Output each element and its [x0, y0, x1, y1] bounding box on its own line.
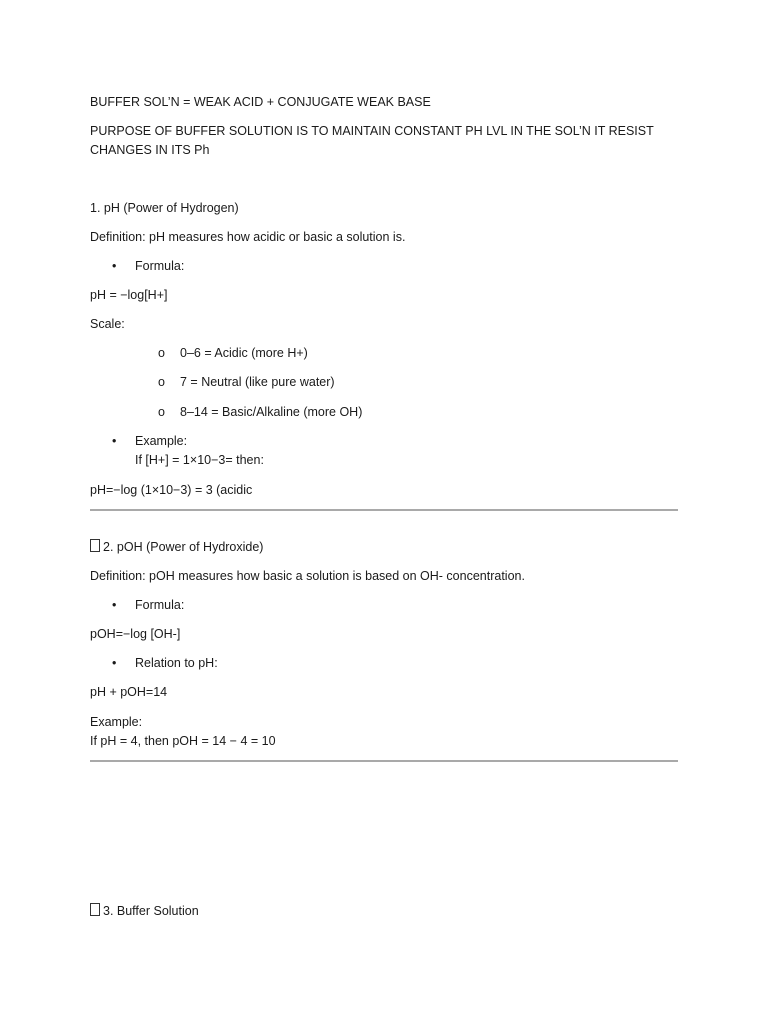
- missing-glyph-icon: [90, 539, 100, 552]
- poh-example-line: If pH = 4, then pOH = 14 − 4 = 10: [90, 734, 276, 748]
- relation-label: Relation to pH:: [135, 656, 218, 670]
- buffer-definition-line: BUFFER SOL’N = WEAK ACID + CONJUGATE WEAK BASE: [90, 95, 431, 109]
- scale-marker-icon: o: [158, 375, 165, 389]
- section-divider: [90, 760, 678, 762]
- buffer-purpose-paragraph: PURPOSE OF BUFFER SOLUTION IS TO MAINTAIN CONSTANT PH LVL IN THE SOL’N IT RESIST CHANGES IN ITS Ph: [90, 124, 654, 157]
- section-1-heading: 1. pH (Power of Hydrogen): [90, 201, 239, 215]
- poh-definition: Definition: pOH measures how basic a solution is based on OH- concentration.: [90, 569, 525, 583]
- ph-formula-label: Formula:: [135, 259, 185, 273]
- ph-formula: pH = −log[H+]: [90, 288, 168, 302]
- scale-item-basic: 8–14 = Basic/Alkaline (more OH): [180, 405, 363, 419]
- bullet-icon: •: [112, 656, 117, 670]
- section-2-heading: [90, 538, 680, 557]
- scale-item-neutral: 7 = Neutral (like pure water): [180, 375, 335, 389]
- bullet-icon: •: [112, 259, 117, 273]
- ph-example-result: pH=−log (1×10−3) = 3 (acidic: [90, 483, 253, 497]
- section-3-heading: [90, 902, 680, 921]
- poh-formula: pOH=−log [OH-]: [90, 627, 181, 641]
- relation-formula: pH + pOH=14: [90, 685, 168, 699]
- missing-glyph-icon: [90, 903, 100, 916]
- poh-example-label: Example:: [90, 715, 143, 729]
- scale-item-acidic: 0–6 = Acidic (more H+): [180, 346, 308, 360]
- ph-definition: Definition: pH measures how acidic or basic a solution is.: [90, 230, 406, 244]
- poh-formula-label: Formula:: [135, 598, 185, 612]
- ph-scale-label: Scale:: [90, 317, 125, 331]
- scale-marker-icon: o: [158, 346, 165, 360]
- scale-marker-icon: o: [158, 405, 165, 419]
- ph-example-line: If [H+] = 1×10−3= then:: [135, 453, 264, 467]
- section-2-heading-text: 2. pOH (Power of Hydroxide): [103, 540, 264, 554]
- bullet-icon: •: [112, 434, 117, 448]
- ph-example-label: Example:: [135, 434, 188, 448]
- section-3-heading-text: 3. Buffer Solution: [103, 904, 199, 918]
- section-divider: [90, 509, 678, 511]
- bullet-icon: •: [112, 598, 117, 612]
